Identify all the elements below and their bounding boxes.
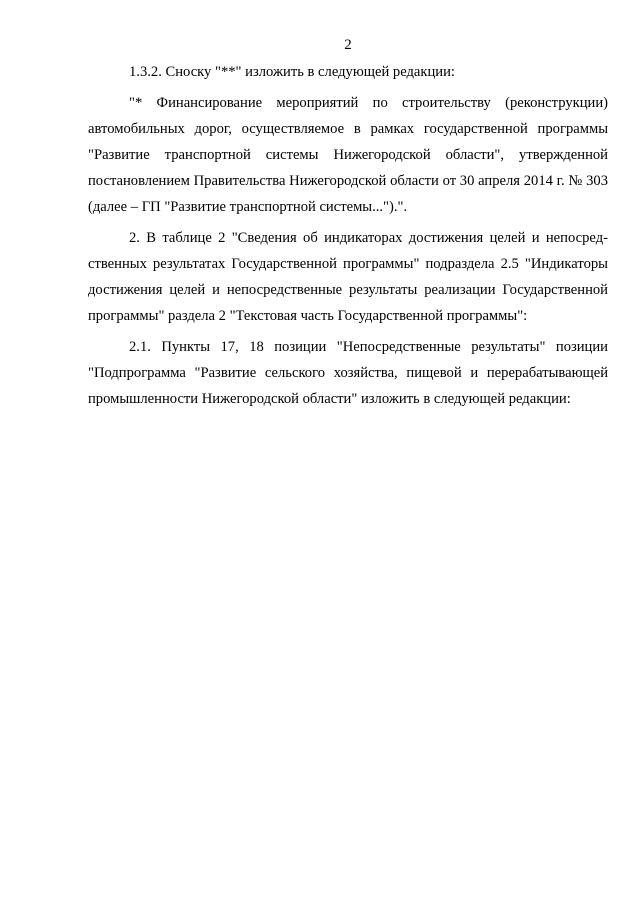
paragraph-items-17-18: 2.1. Пункты 17, 18 позиции "Непосредственные результаты" позиции "Подпрограмма "Развитие сельского хозяйства, пищевой и перерабатывающей промышленности Нижегородской области" изложить в следующей редакции:	[88, 339, 608, 407]
page-number: 2	[344, 37, 352, 53]
paragraph-footnote-heading: 1.3.2. Сноску "**" изложить в следующей редакции:	[129, 64, 455, 80]
paragraph-table-2: 2. В таблице 2 "Сведения об индикаторах достижения целей и непосредственных результатах Государственной программы" подраздела 2.5 "Индикаторы достижения целей и непосредственные результаты реализации Государственной программы" раздела 2 "Текстовая часть Государственной программы":	[88, 230, 608, 324]
paragraph-footnote-text: "* Финансирование мероприятий по строительству (реконструкции) автомобильных дорог, осуществляемое в рамках государственной программы "Развитие транспортной системы Нижегородской области", утвержденной постановлением Правительства Нижегородской области от 30 апреля 2014 г. № 303 (далее – ГП "Развитие транспортной системы...").".	[88, 95, 608, 215]
document-page	[88, 34, 608, 417]
